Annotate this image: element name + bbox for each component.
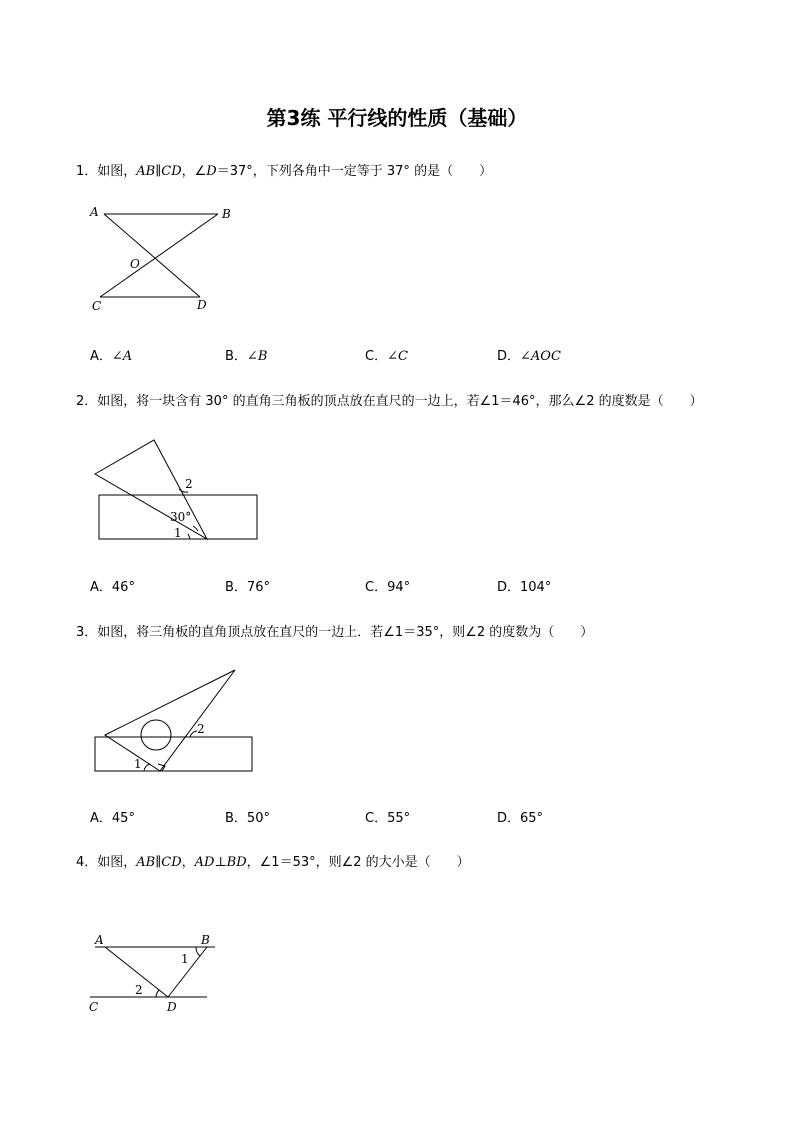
option-label: C． bbox=[365, 349, 388, 364]
option-value: 45° bbox=[111, 811, 135, 826]
option-value: ∠A bbox=[111, 349, 133, 364]
angle-1-label: 1 bbox=[174, 526, 182, 540]
option-b[interactable] bbox=[225, 345, 267, 364]
question-text: ， bbox=[181, 855, 195, 870]
option-label: B． bbox=[225, 811, 247, 826]
question-3-stem bbox=[76, 621, 593, 640]
option-value: ∠C bbox=[387, 349, 408, 364]
point-label-a: A bbox=[90, 205, 99, 219]
question-number: 2． bbox=[76, 394, 98, 409]
angle-30-label: 30° bbox=[170, 510, 192, 524]
option-value: 65° bbox=[520, 811, 544, 826]
angle-2-label: 2 bbox=[185, 477, 193, 491]
question-text: AB∥CD bbox=[136, 164, 182, 179]
option-value: 94° bbox=[387, 580, 411, 595]
question-number: 4． bbox=[76, 855, 98, 870]
question-text: 如图，将三角板的直角顶点放在直尺的一边上．若∠1＝35°，则∠2 的度数为（ ） bbox=[97, 625, 594, 640]
question-1-figure bbox=[80, 200, 250, 320]
option-label: A． bbox=[90, 580, 112, 595]
point-label-o: O bbox=[130, 257, 140, 271]
question-2-stem bbox=[76, 390, 703, 409]
option-c[interactable] bbox=[365, 345, 408, 364]
option-a[interactable] bbox=[90, 576, 135, 595]
option-value: 50° bbox=[246, 811, 270, 826]
option-a[interactable] bbox=[90, 807, 135, 826]
question-text: AB∥CD bbox=[136, 855, 182, 870]
question-text: ，∠ bbox=[181, 164, 207, 179]
point-label-b: B bbox=[222, 207, 231, 221]
option-label: C． bbox=[365, 580, 388, 595]
option-c[interactable] bbox=[365, 576, 410, 595]
question-1-stem bbox=[76, 160, 492, 179]
question-number: 3． bbox=[76, 625, 98, 640]
question-4-stem bbox=[76, 851, 470, 870]
option-label: C． bbox=[365, 811, 388, 826]
question-text: ＝37°，下列各角中一定等于 37° 的是（ ） bbox=[216, 164, 493, 179]
point-label-b: B bbox=[201, 933, 210, 947]
option-b[interactable] bbox=[225, 807, 270, 826]
question-text: D bbox=[206, 164, 217, 179]
option-value: ∠AOC bbox=[520, 349, 561, 364]
point-label-d: D bbox=[197, 298, 207, 312]
option-c[interactable] bbox=[365, 807, 410, 826]
question-2-figure bbox=[90, 435, 270, 550]
question-text: 如图，将一块含有 30° 的直角三角板的顶点放在直尺的一边上，若∠1＝46°，那么∠2 的度数是（ ） bbox=[97, 394, 703, 409]
option-d[interactable] bbox=[497, 576, 551, 595]
point-label-a: A bbox=[95, 933, 104, 947]
option-label: B． bbox=[225, 580, 247, 595]
question-text: ，∠1＝53°，则∠2 的大小是（ ） bbox=[246, 855, 470, 870]
question-4-figure bbox=[85, 930, 225, 1015]
option-label: D． bbox=[497, 349, 521, 364]
option-label: D． bbox=[497, 580, 521, 595]
question-text: 如图， bbox=[97, 164, 137, 179]
option-a[interactable] bbox=[90, 345, 132, 364]
page-title: 第3练 平行线的性质（基础） bbox=[266, 106, 528, 130]
option-value: 104° bbox=[520, 580, 552, 595]
angle-2-label: 2 bbox=[197, 722, 205, 736]
option-label: A． bbox=[90, 811, 112, 826]
angle-1-label: 1 bbox=[181, 952, 189, 966]
option-d[interactable] bbox=[497, 345, 561, 364]
question-text: AD⊥BD bbox=[194, 855, 247, 870]
point-label-c: C bbox=[89, 1000, 99, 1014]
question-text: 如图， bbox=[97, 855, 137, 870]
point-label-c: C bbox=[92, 299, 102, 313]
option-label: D． bbox=[497, 811, 521, 826]
option-value: ∠B bbox=[246, 349, 268, 364]
angle-2-label: 2 bbox=[135, 983, 143, 997]
option-value: 76° bbox=[246, 580, 270, 595]
question-number: 1． bbox=[76, 164, 98, 179]
question-3-figure bbox=[90, 665, 265, 777]
angle-1-label: 1 bbox=[134, 757, 142, 771]
point-label-d: D bbox=[167, 1000, 177, 1014]
option-b[interactable] bbox=[225, 576, 270, 595]
option-label: B． bbox=[225, 349, 247, 364]
option-d[interactable] bbox=[497, 807, 543, 826]
option-value: 55° bbox=[387, 811, 411, 826]
option-label: A． bbox=[90, 349, 112, 364]
option-value: 46° bbox=[111, 580, 135, 595]
